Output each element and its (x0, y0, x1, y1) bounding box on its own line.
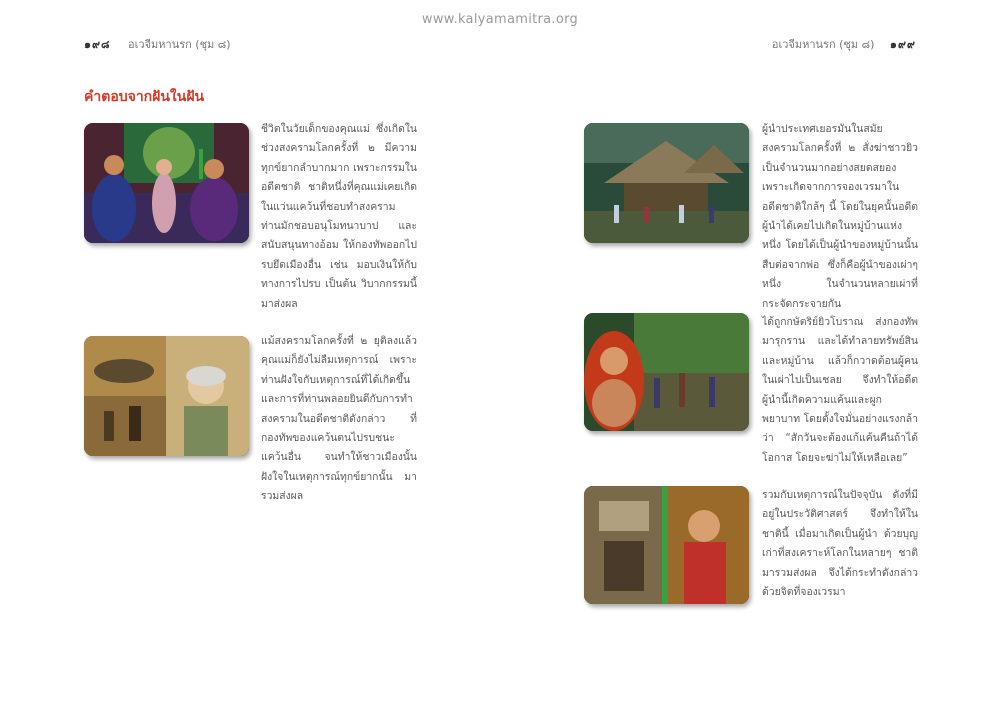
mother-memory-illustration (84, 336, 249, 456)
left-running-head (84, 35, 231, 53)
village-huts-illustration (584, 123, 749, 243)
childhood-wartime-illustration (84, 123, 249, 243)
paragraph-war-memory: แม้สงครามโลกครั้งที่ ๒ ยุติลงแล้ว คุณแม่ก็ยังไม่ลืมเหตุการณ์ เพราะท่านฝังใจกับเหตุการณ์ที่ได้เกิดขึ้น และการที่ท่านพลอยยินดีกับการทำสงครามในอดีตชาติดังกล่าว ที่กองทัพของแคว้นตนไปรบชนะแคว้นอื่น จนทำให้ชาวเมืองนั้นฝังใจในเหตุการณ์ทุกข์ยากนั้น มารวมส่งผล (261, 335, 417, 503)
section-title: คำตอบจากฝันในฝัน (84, 89, 205, 105)
right-running-head (772, 35, 916, 53)
rally-and-king-illustration (584, 486, 749, 604)
right-running-title: อเวจีมหานรก (ชุม ๘) (771, 38, 875, 51)
left-page-number: ๑๙๘ (84, 38, 111, 51)
left-running-title: อเวจีมหานรก (ชุม ๘) (128, 38, 231, 51)
right-page-number: ๑๙๙ (889, 38, 916, 51)
paragraph-present-consequence: รวมกับเหตุการณ์ในปัจจุบัน ดังที่มีอยู่ในประวัติศาสตร์ จึงทำให้ในชาตินี้ เมื่อมาเกิดเป็นผู้นำ ด้วยบุญเก่าที่สงเคราะห์โลกในหลายๆ ชาติ มารวมส่งผล จึงได้กระทำดังกล่าวด้วยจิตที่จองเวรมา (762, 489, 918, 599)
warrior-attack-illustration (584, 313, 749, 431)
watermark-url: www.kalyamamitra.org (421, 12, 579, 27)
paragraph-childhood: ชีวิตในวัยเด็กของคุณแม่ ซึ่งเกิดในช่วงสงครามโลกครั้งที่ ๒ มีความทุกข์ยากลำบากมาก เพราะกรรมในอดีตชาติ ชาติหนึ่งที่คุณแม่เคยเกิดในแว่นแคว้นที่ชอบทำสงคราม ท่านมักชอบอนุโมทนาบาป และสนับสนุนทางอ้อม ให้กองทัพออกไปรบยึดเมืองอื่น เช่น มอบเงินให้กับทางการไปรบ เป็นต้น วิบากกรรมนี้มาส่งผล (261, 123, 417, 310)
paragraph-invasion-vengeance: ได้ถูกกษัตริย์ยิวโบราณ ส่งกองทัพมารุกราน และได้ทำลายทรัพย์สินและหมู่บ้าน แล้วก็กวาดต้อนผู้คนในเผ่าไปเป็นเชลย จึงทำให้อดีตผู้นำนี้เกิดความแค้นและผูกพยาบาท โดยตั้งใจมั่นอย่างแรงกล้าว่า “สักวันจะต้องแก้แค้นคืนถ้าได้โอกาส โดยจะฆ่าไม่ให้เหลือเลย” (762, 316, 918, 464)
paragraph-leader-past-life: ผู้นำประเทศเยอรมันในสมัยสงครามโลกครั้งที่ ๒ สั่งฆ่าชาวยิวเป็นจำนวนมากอย่างสยดสยอง เพราะเกิดจากการจองเวรมาในอดีตชาติใกล้ๆ นี้ โดยในยุคนั้นอดีตผู้นำได้เคยไปเกิดในหมู่บ้านแห่งหนึ่ง โดยได้เป็นผู้นำของหมู่บ้านนั้นสืบต่อจากพ่อ ซึ่งก็คือผู้นำของเผ่าๆ หนึ่ง ในจำนวนหลายเผ่าที่กระจัดกระจายกัน (762, 123, 918, 310)
